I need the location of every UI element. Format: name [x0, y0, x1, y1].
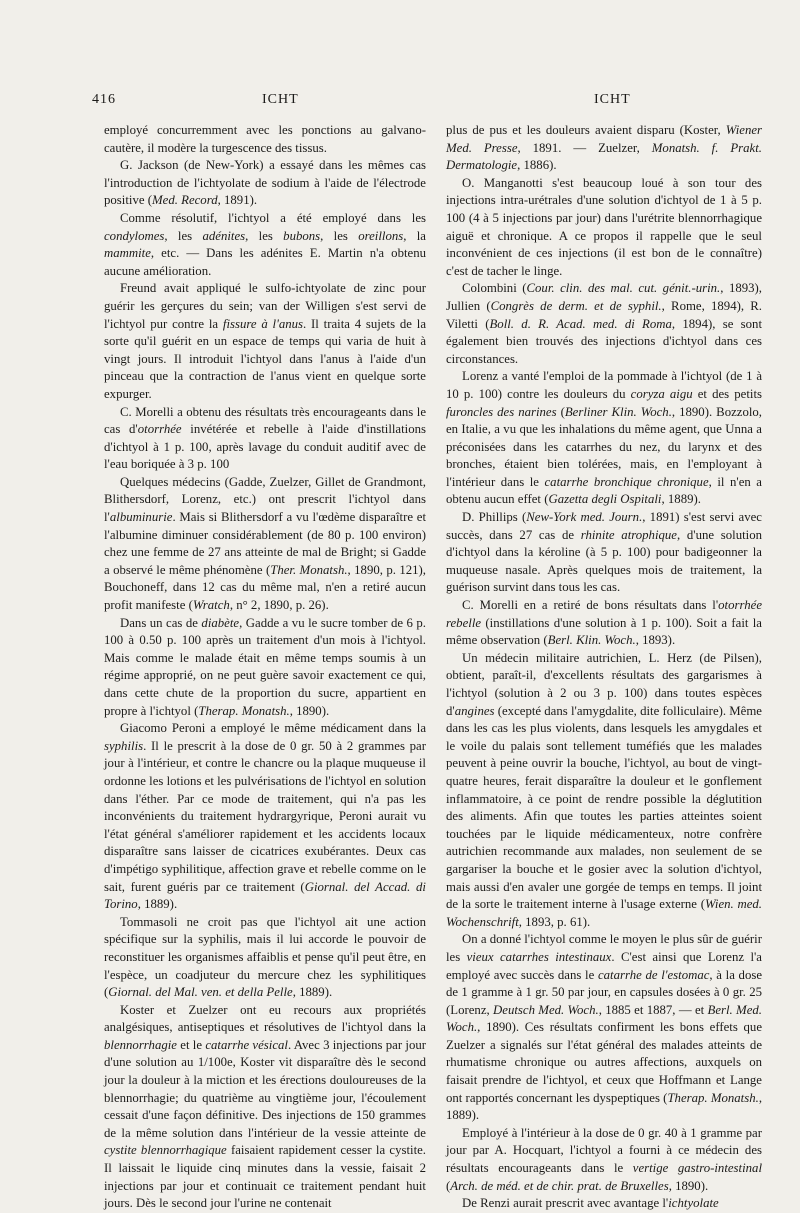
italic-text: furoncles des narines — [446, 404, 557, 419]
right-column — [446, 122, 762, 1213]
italic-text: Med. Record — [151, 193, 218, 208]
text-run: , la — [403, 228, 426, 243]
text-run: Employé à l'intérieur à la dose de 0 gr. 40 à 1 gramme par jour par A. Hocquart, l'ichtyol a fourni à ce médecin des résultats encourageants dans le — [446, 1125, 762, 1176]
paragraph — [446, 931, 762, 1125]
text-run: faisaient rapidement cesser la cystite. Il laissait le liquide cinq minutes dans la vessie, faisait 2 injections par jour et continuait ce traitement pendant huit jours. Dès le second jour l'urine ne contenait — [104, 1143, 426, 1211]
italic-text: bubons — [283, 228, 321, 243]
text-run: . Il traita 4 sujets de la sorte qu'il guérit en un espace de temps qui varia de huit à vingt jours. Il introduit l'ichtyol dans l'anus à l'aide d'un pinceau que la contraction de l'anus vient en quelque sorte expurger. — [104, 316, 426, 401]
text-run: Un médecin militaire autrichien, L. Herz (de Pilsen), obtient, paraît-il, d'excellents résultats des gargarismes à l'ichtyol (solution à 2 ou 3 p. 100) dans toutes espèces d' — [446, 650, 762, 718]
text-run: Giacomo Peroni a employé le même médicament dans la — [120, 721, 426, 736]
paragraph — [104, 474, 426, 615]
paragraph — [104, 914, 426, 1002]
italic-text: coryza aigu — [630, 386, 693, 401]
text-run: . Avec 3 injections par jour d'une solution au 1/100e, Koster vit disparaître dès le second jour la douleur à la miction et les érections douloureuses de la blennorrhagie; du quatrième au vingtième jour, l'écoulement cessait d'une façon définitive. Des injections de 150 grammes de la même solution dans l'intérieur de la vessie atteinte de — [104, 1037, 426, 1140]
paragraph — [446, 597, 762, 650]
text-run: De Renzi aurait prescrit avec avantage l' — [462, 1196, 669, 1211]
paragraph — [446, 368, 762, 509]
italic-text: New-York med. Journ. — [526, 510, 643, 525]
text-run: , Gadde a vu le sucre tomber de 6 p. 100 à 0.50 p. 100 après un traitement d'un mois à l'ichtyol. Mais comme le malade était en même temps soumis à un régime approprié, on ne peut guère savoir exactement ce qui, dans cette chute de la proportion du sucre, appartient en propre à l'ichtyol ( — [104, 615, 426, 718]
italic-text: albuminurie — [109, 510, 173, 525]
paragraph — [446, 175, 762, 281]
text-run: , 1889). — [137, 897, 178, 912]
italic-text: mammite — [104, 246, 151, 261]
text-run: Koster et Zuelzer ont eu recours aux propriétés analgésiques, antiseptiques et résolutives de l'ichtyol dans la — [104, 1002, 426, 1035]
italic-text: Berl. Med. Woch. — [446, 1002, 762, 1035]
text-run: , 1894), se sont également bien trouvés des injections d'ichtyol dans ces circonstances. — [446, 316, 762, 366]
italic-text: Berliner Klin. Woch. — [564, 404, 672, 419]
text-run: , 1891). — [217, 193, 258, 208]
italic-text: fissure à l'anus — [222, 316, 304, 331]
text-run: , 1890). Ces résultats confirment les bons effets que Zuelzer a signalés sur l'état général des malades atteints de rhumatisme chronique ou autres affections, auxquels on faisait prendre de l'ichtyol, et ceux que Hoffmann et Lange ont rapportés concernant les dyspeptiques ( — [446, 1020, 762, 1105]
italic-text: Boll. d. R. Acad. med. di Roma — [489, 316, 672, 331]
italic-text: angines — [454, 703, 495, 718]
text-run: Colombini ( — [462, 281, 527, 296]
page-header — [0, 92, 800, 110]
text-run: , 1891) s'est servi avec succès, dans 27 cas de — [446, 510, 762, 542]
text-run: G. Jackson (de New-York) a essayé dans les mêmes cas l'introduction de l'ichtyolate de sodium à l'aide de l'électrode positive ( — [104, 158, 426, 208]
text-run: , 1889). — [661, 492, 701, 507]
italic-text: Wratch — [192, 598, 230, 613]
text-run: invétérée et rebelle à l'aide d'instillations d'ichtyol à 1 p. 100, après lavage du conduit auditif avec de l'eau boriquée à 3 p. 100 — [104, 422, 426, 472]
text-run: Freund avait appliqué le sulfo-ichtyolate de zinc pour guérir les gerçures du sein; van der Willigen s'est servi de l'ichtyol pur contre la — [104, 281, 426, 331]
paragraph — [104, 615, 426, 721]
text-run: . Mais si Blithersdorf a vu l'œdème disparaître et l'albumine diminuer considérablement (de 80 p. 100 environ) chez une femme de 27 ans atteinte de mal de Bright; si Gadde a observé le même phénomène ( — [104, 510, 426, 577]
italic-text: Deutsch Med. Woch. — [493, 1002, 599, 1017]
italic-text: catarrhe vésical — [205, 1037, 288, 1052]
text-run: employé concurremment avec les ponctions au galvano-cautère, il modère la turgescence des tissus. — [104, 123, 426, 155]
paragraph — [446, 280, 762, 368]
italic-text: Therap. Monatsh. — [198, 703, 290, 718]
text-run: , 1889). — [292, 985, 333, 1000]
text-run: , 1893), Jullien ( — [446, 281, 763, 313]
text-run: , Rome, 1894), R. Viletti ( — [446, 298, 762, 331]
text-run: , n° 2, 1890, p. 26). — [229, 598, 329, 613]
italic-text: blennorrhagie — [104, 1037, 177, 1052]
italic-text: Cour. clin. des mal. cut. génit.-urin. — [526, 281, 721, 296]
paragraph — [104, 210, 426, 280]
text-run: et des petits — [692, 386, 762, 401]
italic-text: rhinite atrophique — [580, 527, 677, 542]
text-run: , 1893). — [635, 633, 676, 648]
italic-text: Gazetta degli Ospitali — [548, 492, 662, 507]
text-run: . Il le prescrit à la dose de 0 gr. 50 à 2 grammes par jour à l'intérieur, et contre le chancre ou la plaque muqueuse il ordonne les lotions et les pulvérisations de l'ichtyol en solution dans l'éther. Par ce mode de traitement, qui n'a pas les inconvénients du traitement hydrargyrique, Peroni aurait vu l'état général s'améliorer rapidement et les accidents locaux disparaître sans laisser de cicatrices exubérantes. Deux cas d'impétigo syphilitique, affection grave et rebelle comme on le sait, furent guéris par ce traitement ( — [104, 738, 426, 894]
text-run: . C'est ainsi que Lorenz l'a employé avec succès dans le — [446, 949, 762, 982]
text-run: Quelques médecins (Gadde, Zuelzer, Gillet de Grandmont, Blithersdorf, Lorenz, etc.) ont prescrit l'ichtyol dans l' — [104, 474, 426, 525]
paragraph — [104, 404, 426, 474]
text-run: ( — [446, 1178, 451, 1193]
italic-text: Giornal. del Accad. di Torino — [104, 879, 426, 912]
text-run: D. Phillips ( — [462, 510, 527, 525]
text-run: On a donné l'ichtyol comme le moyen le plus sûr de guérir les — [446, 932, 762, 964]
text-run: C. Morelli a obtenu des résultats très encourageants dans le cas d' — [104, 404, 426, 437]
paragraph — [104, 720, 426, 914]
italic-text: oreillons — [358, 228, 404, 243]
italic-text: vertige gastro-intestinal — [632, 1161, 763, 1176]
text-run: , d'une solution d'ichtyol dans la kéroline (à 5 p. 100) pour badigeonner la muqueuse nasale. Après quelques mois de traitement, la guérison survint dans tous les cas. — [446, 527, 762, 595]
text-run: , 1890). — [668, 1178, 709, 1193]
italic-text: diabète — [201, 615, 240, 630]
italic-text: vieux catarrhes intestinaux — [466, 949, 612, 964]
text-run: , 1889). — [446, 1090, 763, 1123]
text-run: Comme résolutif, l'ichtyol a été employé dans les — [120, 210, 426, 225]
italic-text: otorrhée — [137, 422, 182, 437]
italic-text: syphilis — [104, 738, 144, 753]
text-run: plus de pus et les douleurs avaient disparu (Koster, — [446, 123, 726, 137]
paragraph — [104, 280, 426, 403]
italic-text: Therap. Monatsh. — [667, 1090, 759, 1105]
italic-text: ichtyolate — [668, 1196, 719, 1211]
italic-text: Monatsh. f. Prakt. Dermatologie — [446, 140, 762, 173]
paragraph — [446, 1195, 762, 1213]
page-number: 416 — [92, 92, 116, 107]
text-run: Dans un cas de — [120, 615, 202, 630]
text-run: (excepté dans l'amygdalite, dite folliculaire). Même dans les cas les plus violents, dans lesquels les amygdales et le voile du palais sont tellement tuméfiés que les malades peuvent à peine ouvrir la bouche, l'ichtyol, au bout de vingt-quatre heures, ferait disparaître la douleur et le gonflement inflammatoire, à ce point de rendre possible la déglutition des aliments. Afin que toutes les parties atteintes soient touchées par le liquide médicamenteux, notre confrère autrichien recommande aux malades, non seulement de se gargariser la bouche et le gosier avec la solution d'ichtyol, mais aussi d'en avaler une gorgée de temps en temps. Il joint de la sorte le traitement interne à l'usage externe ( — [446, 703, 762, 912]
text-run: , 1890, p. 121), Bouchoneff, dans 12 cas du même mal, n'en a retiré aucun profit manifeste ( — [104, 562, 426, 613]
paragraph — [104, 1002, 426, 1213]
italic-text: Wiener Med. Presse — [446, 123, 762, 155]
text-run: , à la dose de 1 gramme à 1 gr. 50 par jour, en capsules dosées à 0 gr. 25 (Lorenz, — [446, 967, 762, 1017]
text-run: , 1890). Bozzolo, en Italie, a vu que les inhalations du même agent, que Unna a préconisées dans les catarrhes du nez, du larynx et des bronches, étaient bien tolérées, mais, en l'employant à l'intérieur dans le — [446, 404, 762, 489]
text-run: C. Morelli en a retiré de bons résultats dans l' — [462, 598, 719, 613]
italic-text: Arch. de méd. et de chir. prat. de Bruxelles — [450, 1178, 669, 1193]
italic-text: Wien. med. Wochenschrift — [446, 897, 762, 929]
text-run: , les — [245, 228, 284, 243]
text-run: , 1886). — [517, 158, 557, 173]
italic-text: otorrhée rebelle — [446, 598, 762, 630]
paragraph — [104, 122, 426, 157]
italic-text: Giornal. del Mal. ven. et della Pelle — [108, 985, 293, 1000]
text-run: , 1885 et 1887, — et — [598, 1002, 708, 1017]
text-run: , il n'en a obtenu aucun effet ( — [446, 474, 762, 507]
text-run: O. Manganotti s'est beaucoup loué à son tour des injections intra-urétrales d'une solution d'ichtyol de 1 à 5 p. 100 (4 à 5 injections par jour) dans l'urétrite blennorrhagique aiguë et chronique. A ce propos il rappelle que le seul inconvénient de ces injections (il est bon de le connaître) c'est de tacher le linge. — [446, 175, 762, 278]
italic-text: condylomes — [104, 228, 165, 243]
text-run: , etc. — Dans les adénites E. Martin n'a obtenu aucune amélioration. — [104, 246, 426, 278]
text-run: , les — [320, 228, 359, 243]
running-title-left: ICHT — [262, 92, 299, 107]
paragraph — [446, 509, 762, 597]
text-run: Tommasoli ne croit pas que l'ichtyol ait une action spécifique sur la syphilis, mais il lui accorde le pouvoir de reconstituer les organismes affaiblis et pense qu'il peut être, en l'espèce, un coadjuteur du mercure chez les syphilitiques ( — [104, 914, 426, 1000]
paragraph — [446, 1125, 762, 1195]
text-run: , 1890). — [289, 703, 330, 718]
running-title-right: ICHT — [594, 92, 631, 107]
italic-text: catarrhe bronchique chronique — [544, 474, 709, 489]
italic-text: catarrhe de l'estomac — [597, 967, 710, 982]
text-run: Lorenz a vanté l'emploi de la pommade à l'ichtyol (de 1 à 10 p. 100) contre les douleurs du — [446, 369, 762, 401]
italic-text: Ther. Monatsh. — [270, 562, 348, 577]
italic-text: Congrès de derm. et de syphil. — [490, 298, 662, 313]
text-run: et le — [177, 1037, 206, 1052]
text-run: , 1893, p. 61). — [518, 914, 591, 929]
paragraph — [446, 122, 762, 175]
text-run: , 1891. — Zuelzer, — [517, 140, 652, 155]
text-run: ( — [556, 404, 565, 419]
text-run: (instillations d'une solution à 1 p. 100). Soit a fait la même observation ( — [446, 615, 762, 648]
paragraph — [104, 157, 426, 210]
italic-text: Berl. Klin. Woch. — [547, 633, 636, 648]
italic-text: adénites — [202, 228, 246, 243]
left-column — [104, 122, 426, 1213]
paragraph — [446, 650, 762, 932]
italic-text: cystite blennorrhagique — [104, 1143, 227, 1158]
text-run: , les — [164, 228, 203, 243]
